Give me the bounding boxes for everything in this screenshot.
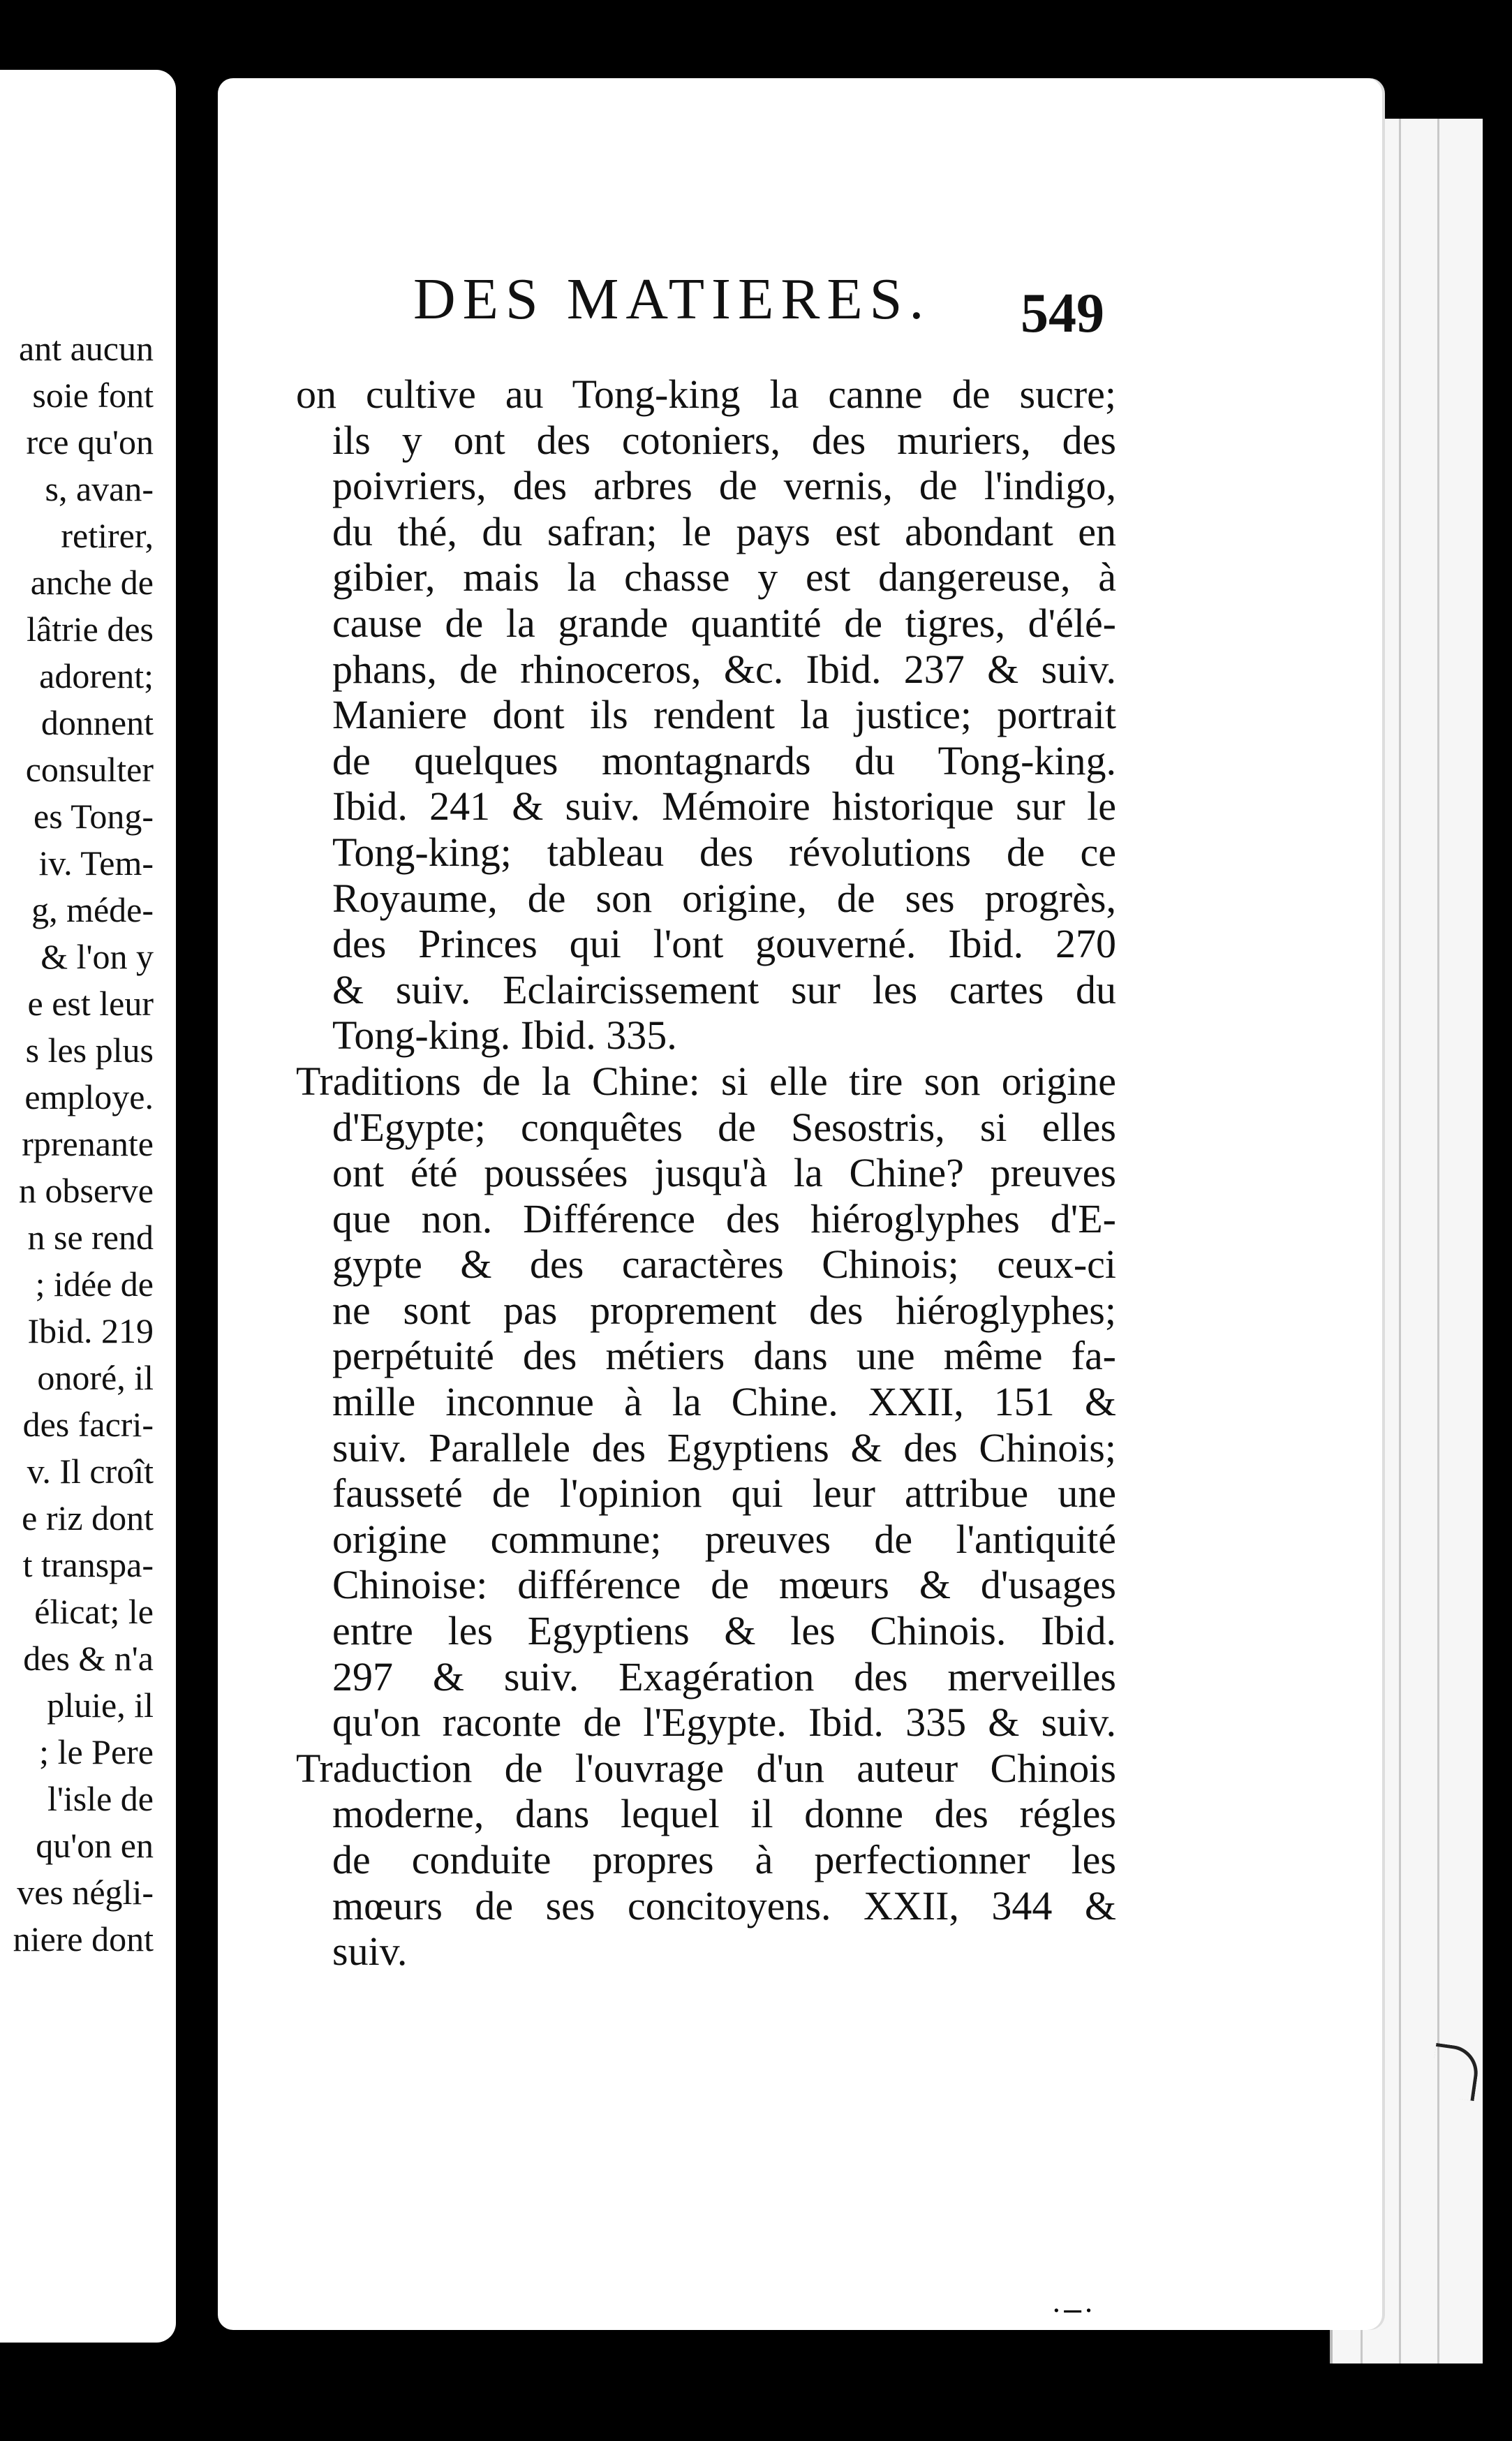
left-page-line: & l'on y — [40, 937, 154, 976]
text-line: de quelques montagnards du Tong-king. — [332, 737, 1116, 783]
text-line: suiv. Parallele des Egyptiens & des Chinois; — [332, 1424, 1116, 1470]
text-line: ne sont pas proprement des hiéroglyphes; — [332, 1287, 1116, 1333]
left-page-line: e riz dont — [22, 1498, 154, 1537]
text-line: de conduite propres à perfectionner les — [332, 1837, 1116, 1882]
text-line: fausseté de l'opinion qui leur attribue une — [332, 1470, 1116, 1517]
text-line: des Princes qui l'ont gouverné. Ibid. 270 — [332, 921, 1116, 967]
running-head: DES MATIERES. — [413, 267, 931, 332]
left-page-line: des & n'a — [23, 1639, 154, 1678]
text-line: perpétuité des métiers dans une même fa- — [332, 1333, 1116, 1379]
text-line: cause de la grande quantité de tigres, d'élé- — [332, 600, 1116, 646]
left-page-line: ant aucun — [19, 329, 154, 368]
left-page-line: onoré, il — [37, 1358, 154, 1397]
text-line: Traduction de l'ouvrage d'un auteur Chinois — [296, 1745, 1116, 1791]
left-page-line: rprenante — [22, 1124, 154, 1163]
left-page-line: ves négli- — [17, 1873, 154, 1912]
text-line: 297 & suiv. Exagération des merveilles — [332, 1653, 1116, 1699]
left-page-line: es Tong- — [34, 797, 154, 836]
left-page — [0, 70, 176, 2343]
text-line: Chinoise: différence de mœurs & d'usages — [332, 1562, 1116, 1608]
text-line: qu'on raconte de l'Egypte. Ibid. 335 & suiv. — [332, 1699, 1116, 1746]
left-page-line: soie font — [32, 376, 154, 415]
left-page-line: t transpa- — [22, 1545, 154, 1584]
right-page — [218, 78, 1382, 2330]
text-line: Traditions de la Chine: si elle tire son origine — [296, 1058, 1116, 1104]
left-page-line: niere dont — [13, 1919, 154, 1959]
text-line: Maniere dont ils rendent la justice; portrait — [332, 692, 1116, 738]
text-line: gypte & des caractères Chinois; ceux-ci — [332, 1241, 1116, 1288]
left-page-line: Ibid. 219 — [27, 1311, 154, 1350]
text-line: d'Egypte; conquêtes de Sesostris, si elles — [332, 1104, 1116, 1150]
left-page-line: employe. — [24, 1077, 154, 1116]
left-page-line: pluie, il — [47, 1686, 154, 1725]
text-line: Ibid. 241 & suiv. Mémoire historique sur le — [332, 783, 1116, 829]
text-line: ont été poussées jusqu'à la Chine? preuves — [332, 1150, 1116, 1196]
left-page-line: s les plus — [25, 1031, 154, 1070]
page-number: 549 — [1021, 283, 1104, 344]
ink-mark: ·−· — [1052, 2295, 1093, 2327]
text-line: origine commune; preuves de l'antiquité — [332, 1516, 1116, 1562]
left-page-line: ; le Pere — [39, 1732, 154, 1771]
text-line: suiv. — [332, 1929, 408, 1975]
text-line: Tong-king; tableau des révolutions de ce — [332, 829, 1116, 875]
text-line: du thé, du safran; le pays est abondant en — [332, 508, 1116, 554]
index-text-block — [296, 371, 1116, 1975]
left-page-line: adorent; — [39, 656, 154, 695]
left-page-line: des facri- — [22, 1405, 154, 1444]
book-spine — [176, 0, 218, 2441]
text-line: ils y ont des cotoniers, des muriers, des — [332, 417, 1116, 463]
text-line: on cultive au Tong-king la canne de sucre; — [296, 371, 1116, 417]
text-line: & suiv. Eclaircissement sur les cartes du — [332, 966, 1116, 1012]
text-line: Tong-king. Ibid. 335. — [332, 1012, 677, 1059]
left-page-line: donnent — [40, 703, 154, 742]
text-line: phans, de rhinoceros, &c. Ibid. 237 & suiv. — [332, 646, 1116, 692]
left-page-line: g, méde- — [31, 890, 154, 929]
text-line: mœurs de ses concitoyens. XXII, 344 & — [332, 1882, 1116, 1929]
text-line: que non. Différence des hiéroglyphes d'E- — [332, 1195, 1116, 1241]
left-page-line: lâtrie des — [27, 610, 154, 649]
left-page-line: consulter — [25, 750, 154, 789]
left-page-line: s, avan- — [45, 469, 154, 508]
left-page-line: retirer, — [61, 516, 154, 555]
text-line: poivriers, des arbres de vernis, de l'indigo, — [332, 463, 1116, 509]
text-line: entre les Egyptiens & les Chinois. Ibid. — [332, 1608, 1116, 1654]
left-page-line: qu'on en — [36, 1826, 154, 1865]
left-page-line: iv. Tem- — [38, 843, 154, 883]
text-line: gibier, mais la chasse y est dangereuse, à — [332, 554, 1116, 600]
left-page-line: rce qu'on — [26, 422, 154, 462]
left-page-line: ; idée de — [35, 1264, 154, 1304]
left-page-line: n se rend — [27, 1218, 154, 1257]
text-line: mille inconnue à la Chine. XXII, 151 & — [332, 1379, 1116, 1425]
left-page-line: élicat; le — [34, 1592, 154, 1631]
left-page-line: e est leur — [27, 984, 154, 1023]
left-page-line: n observe — [19, 1171, 154, 1210]
text-line: Royaume, de son origine, de ses progrès, — [332, 875, 1116, 921]
left-page-line: l'isle de — [47, 1779, 154, 1818]
text-line: moderne, dans lequel il donne des régles — [332, 1791, 1116, 1837]
left-page-line: anche de — [30, 563, 154, 602]
left-page-line: v. Il croît — [27, 1452, 154, 1491]
